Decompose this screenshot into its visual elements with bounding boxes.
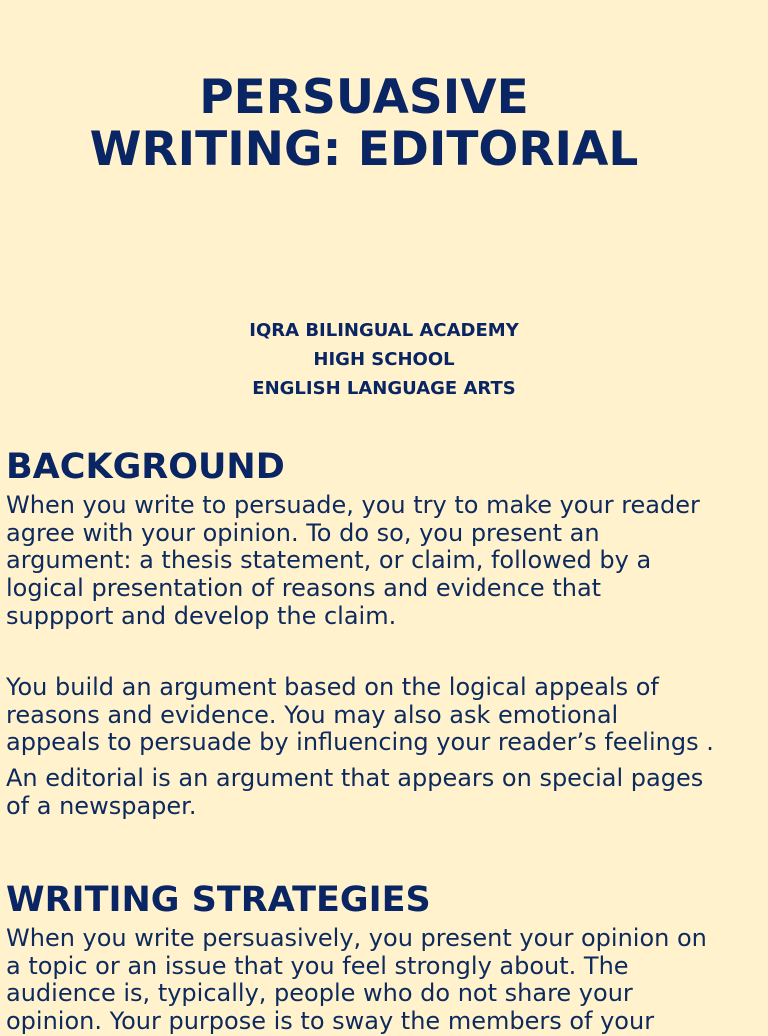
background-paragraph-2: You build an argument based on the logical appeals of reasons and evidence. You may also ask emotional appeals to persuade by influencing your reader’s feelings .: [6, 673, 714, 757]
background-paragraph-1: When you write to persuade, you try to make your reader agree with your opinion. To do so, you present an argument: a thesis statement, or claim, followed by a logical presentation of reasons and evidence that suppport and develop the claim.: [6, 491, 700, 630]
school-level: HIGH SCHOOL: [313, 349, 455, 370]
school-subject: ENGLISH LANGUAGE ARTS: [252, 378, 516, 399]
school-name: IQRA BILINGUAL ACADEMY: [249, 320, 519, 341]
page-title-line-1: PERSUASIVE: [199, 70, 529, 125]
writing-strategies-heading: WRITING STRATEGIES: [6, 880, 431, 920]
page-title-line-2: WRITING: EDITORIAL: [89, 122, 639, 177]
background-heading: BACKGROUND: [6, 447, 285, 487]
background-paragraph-3: An editorial is an argument that appears on special pages of a newspaper.: [6, 764, 704, 820]
writing-strategies-paragraph-1: When you write persuasively, you present your opinion on a topic or an issue that you feel strongly about. The audience is, typically, people who do not share your opinion. Your purpose is to sway the members of your: [6, 924, 707, 1036]
title-block: [0, 72, 728, 176]
school-info: [0, 316, 768, 403]
